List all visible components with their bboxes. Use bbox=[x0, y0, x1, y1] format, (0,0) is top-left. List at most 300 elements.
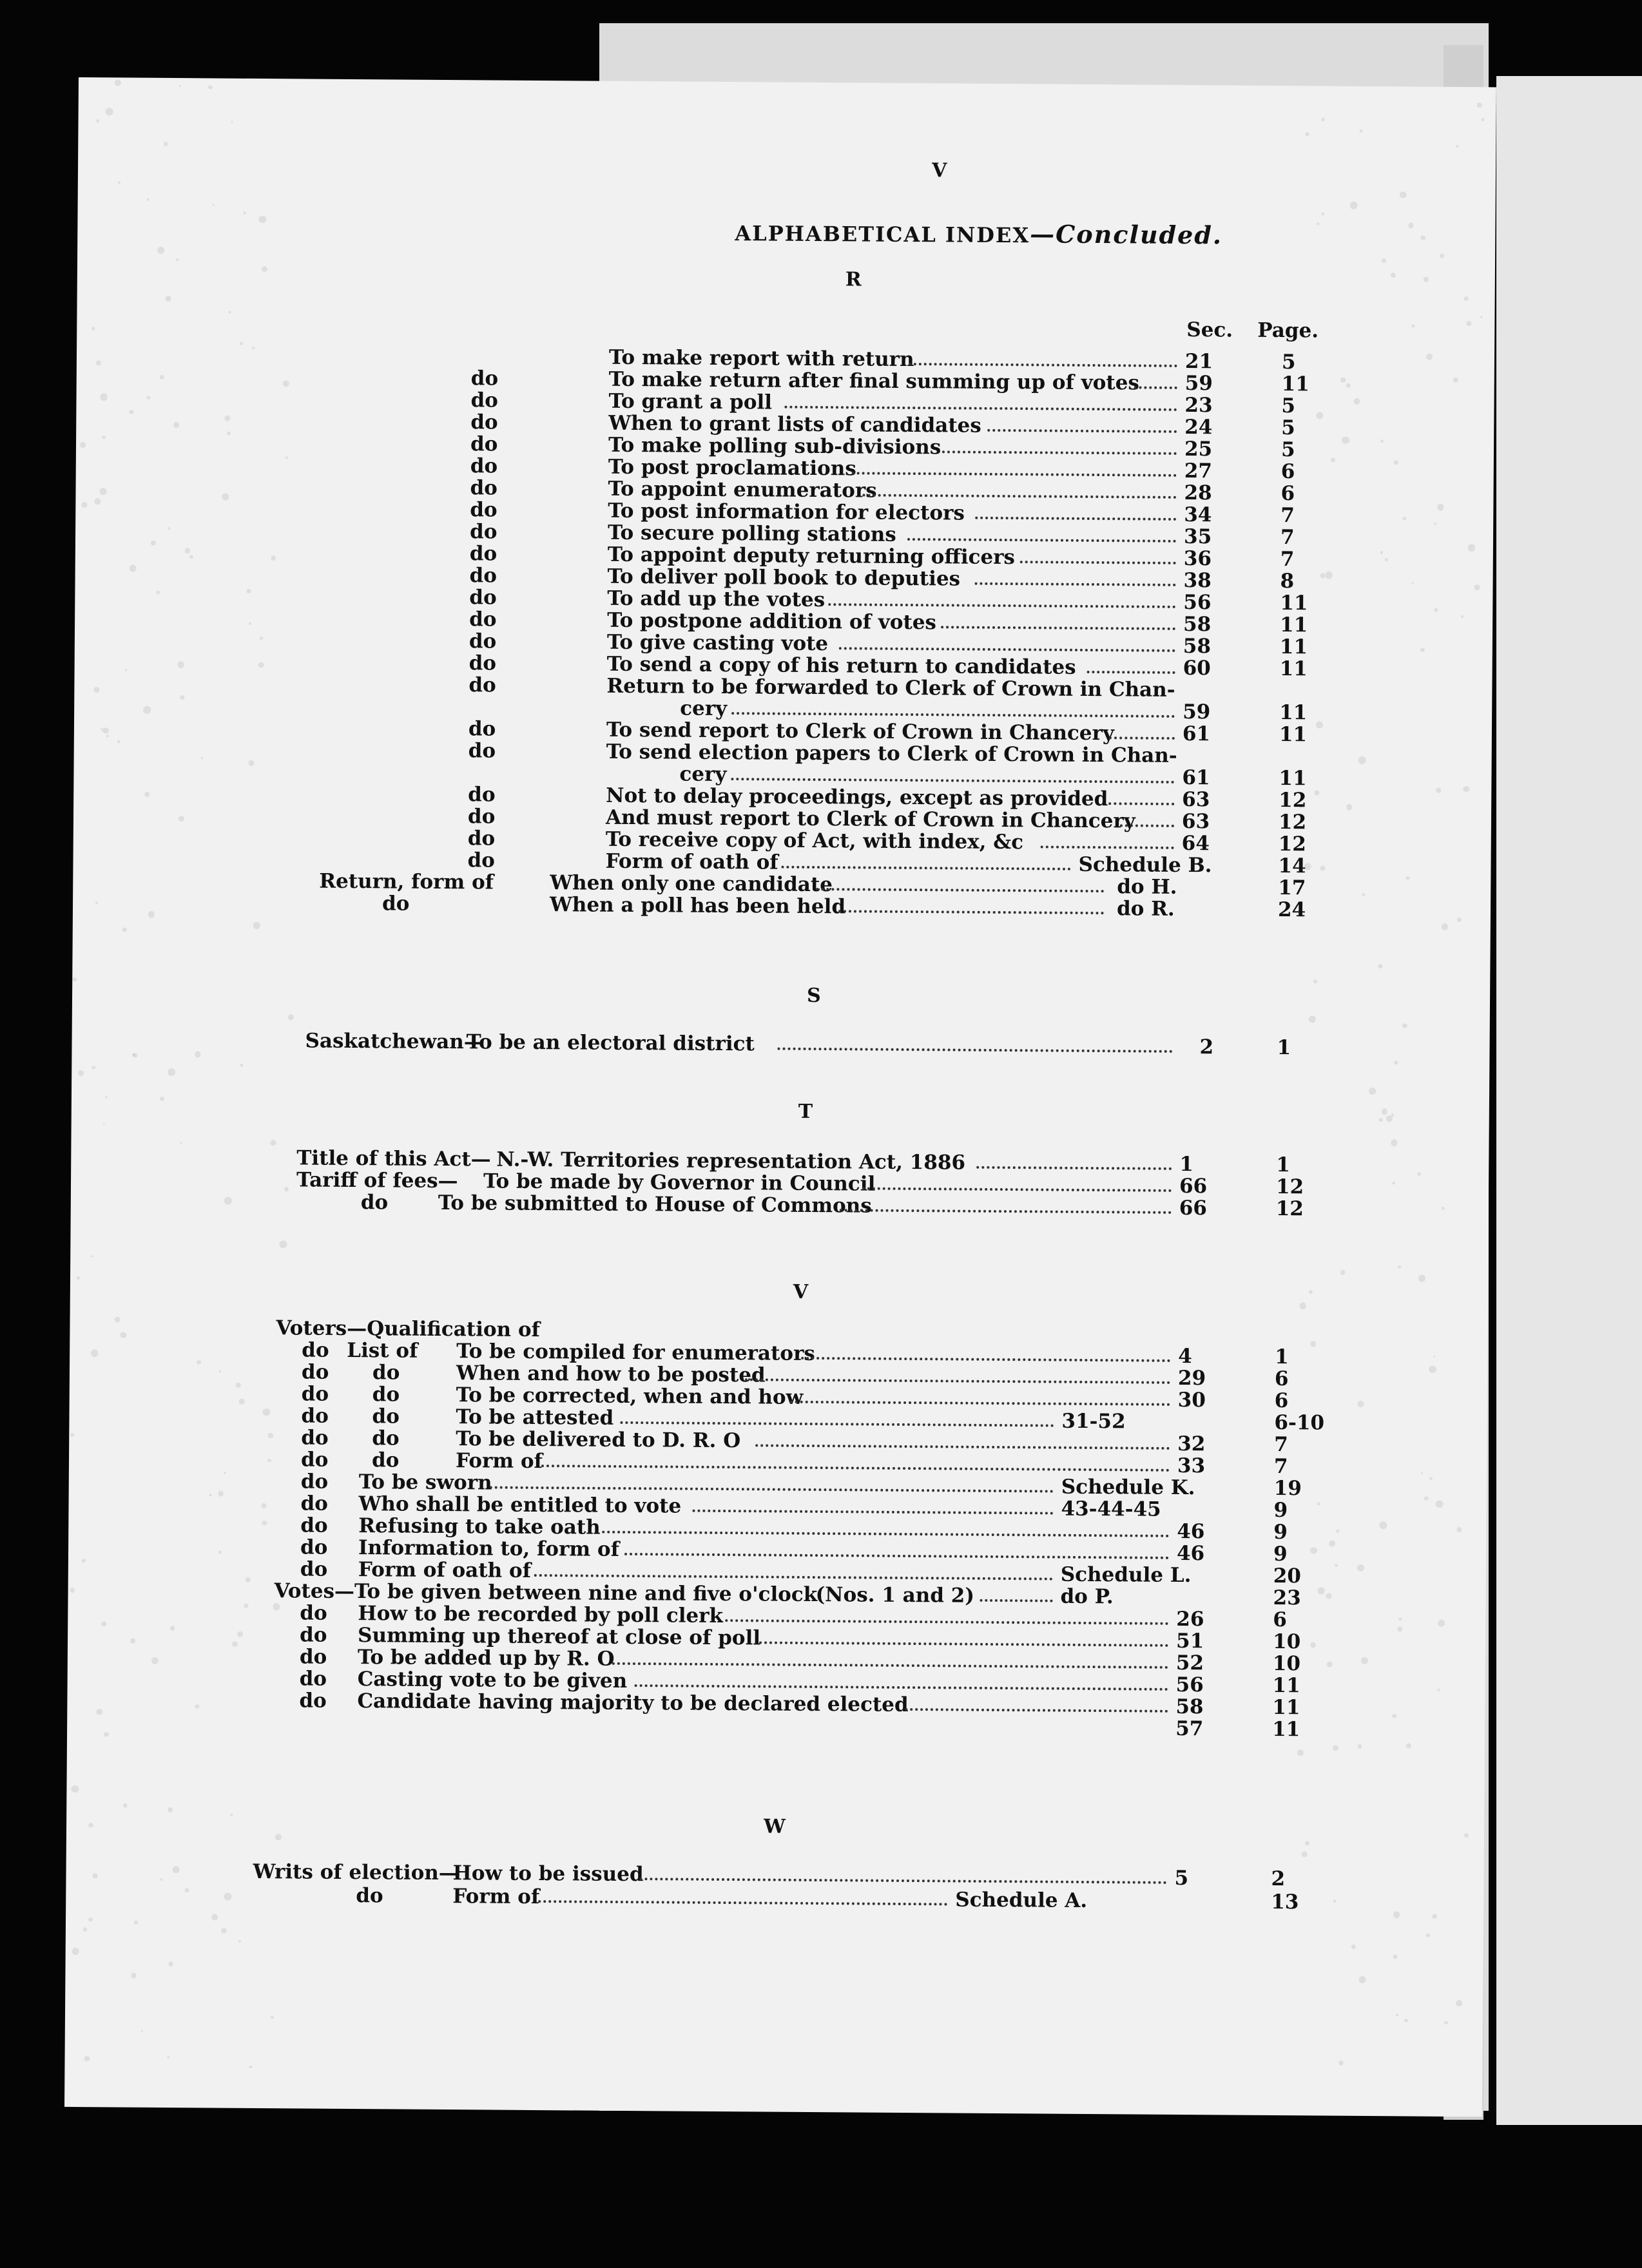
ditto-mark: do bbox=[470, 389, 498, 412]
page-number: 11 bbox=[1272, 1695, 1300, 1720]
page-number: 1 bbox=[1275, 1345, 1289, 1369]
section-number: 34 bbox=[1184, 503, 1212, 527]
page-number: 7 bbox=[1280, 526, 1295, 550]
section-number: 63 bbox=[1182, 787, 1210, 812]
scan-speck bbox=[92, 1066, 95, 1069]
scan-speck bbox=[1378, 964, 1383, 968]
section-number: 33 bbox=[1177, 1454, 1206, 1478]
entry-text: To grant a poll bbox=[608, 389, 773, 414]
entry-text: (Nos. 1 and 2) bbox=[815, 1583, 975, 1608]
entry-subheading: Refusing to take oath bbox=[358, 1514, 601, 1539]
scan-speck bbox=[1361, 1657, 1368, 1664]
scan-speck bbox=[1393, 1714, 1396, 1718]
scan-speck bbox=[1480, 316, 1482, 318]
section-number: 4 bbox=[1178, 1344, 1192, 1369]
dot-leader bbox=[1109, 721, 1175, 740]
scan-speck bbox=[81, 502, 87, 508]
scan-speck bbox=[157, 591, 160, 594]
entry-text: N.-W. Territories representation Act, 1886 bbox=[496, 1148, 966, 1175]
page-number: 6 bbox=[1274, 1389, 1289, 1413]
dot-leader bbox=[744, 1363, 1170, 1384]
entry-text: To postpone addition of votes bbox=[607, 608, 937, 635]
section-number: Schedule L. bbox=[1060, 1562, 1192, 1588]
scan-speck bbox=[258, 216, 266, 224]
entry-subheading: How to be recorded by poll clerk bbox=[358, 1602, 724, 1628]
scan-speck bbox=[120, 1332, 126, 1338]
dot-leader bbox=[905, 1693, 1168, 1713]
scan-speck bbox=[148, 911, 155, 918]
entry-heading: do bbox=[300, 1601, 327, 1625]
scan-speck bbox=[88, 1917, 93, 1922]
section-number: 64 bbox=[1181, 831, 1210, 856]
scan-speck bbox=[1362, 893, 1365, 896]
entry-text: To make return after final summing up of votes bbox=[608, 367, 1139, 395]
dot-leader bbox=[1020, 545, 1176, 564]
scan-speck bbox=[249, 2066, 253, 2069]
dot-leader bbox=[759, 1626, 1169, 1646]
scan-speck bbox=[105, 1096, 108, 1099]
entry-subheading: Summing up thereof at close of poll bbox=[358, 1624, 761, 1650]
entry-text: To send election papers to Clerk of Crown in Chan- bbox=[606, 740, 1177, 767]
scan-speck bbox=[1433, 1914, 1438, 1919]
entry-text: To be submitted to House of Commons bbox=[438, 1191, 872, 1218]
dot-leader bbox=[862, 1172, 1172, 1192]
page-number: 10 bbox=[1272, 1651, 1301, 1676]
page-number: 5 bbox=[1280, 438, 1295, 462]
entry-subheading: do bbox=[372, 1361, 400, 1385]
scan-speck bbox=[271, 1140, 276, 1146]
entry-text: Return to be forwarded to Clerk of Crown in Chan- bbox=[606, 674, 1175, 702]
ditto-mark: do bbox=[468, 783, 496, 807]
page-number: 6-10 bbox=[1274, 1411, 1325, 1435]
entry-text: To send a copy of his return to candidates bbox=[606, 652, 1076, 679]
scan-speck bbox=[92, 327, 95, 331]
scan-speck bbox=[267, 1459, 271, 1463]
scan-speck bbox=[1340, 377, 1346, 383]
entry-heading: do bbox=[356, 1884, 383, 1908]
scan-speck bbox=[1309, 1015, 1316, 1023]
section-number: 23 bbox=[1184, 393, 1213, 418]
scan-speck bbox=[240, 1063, 244, 1067]
scan-speck bbox=[102, 436, 106, 439]
section-number: 26 bbox=[1176, 1607, 1204, 1631]
page-number: 11 bbox=[1279, 635, 1308, 659]
scan-speck bbox=[1358, 756, 1366, 764]
scan-speck bbox=[1420, 648, 1425, 652]
section-number: 66 bbox=[1179, 1174, 1208, 1198]
entry-text: How to be issued bbox=[452, 1861, 644, 1887]
scan-speck bbox=[275, 1834, 282, 1841]
scan-speck bbox=[115, 1316, 121, 1322]
scan-speck bbox=[1481, 119, 1484, 122]
ditto-mark: do bbox=[468, 717, 496, 741]
scan-speck bbox=[130, 410, 133, 414]
scan-speck bbox=[1441, 1207, 1444, 1210]
dot-leader bbox=[976, 1151, 1172, 1170]
scan-speck bbox=[106, 108, 113, 115]
scan-speck bbox=[252, 347, 255, 349]
section-number: 59 bbox=[1183, 700, 1211, 724]
page-number: 7 bbox=[1280, 548, 1295, 572]
section-number: 63 bbox=[1181, 809, 1210, 834]
page-number: 7 bbox=[1273, 1455, 1288, 1479]
ditto-mark: do bbox=[470, 476, 498, 500]
ditto-mark: do bbox=[470, 410, 498, 434]
entry-text: Form of bbox=[452, 1885, 540, 1909]
scan-speck bbox=[70, 1588, 74, 1592]
scan-speck bbox=[1411, 325, 1415, 328]
entry-text: To secure polling stations bbox=[607, 521, 896, 546]
section-number: 28 bbox=[1184, 481, 1212, 505]
ditto-mark: do bbox=[470, 498, 497, 522]
entry-text: To receive copy of Act, with index, &c bbox=[605, 827, 1024, 854]
entry-text: When only one candidate bbox=[550, 871, 833, 897]
entry-text: To make report with return bbox=[608, 345, 914, 372]
scan-speck bbox=[1386, 1115, 1393, 1122]
scan-speck bbox=[1477, 102, 1482, 108]
scan-speck bbox=[157, 247, 164, 254]
page-number: 5 bbox=[1281, 416, 1295, 440]
scan-speck bbox=[1396, 2013, 1398, 2016]
ditto-mark: do bbox=[469, 564, 497, 588]
dot-leader bbox=[1134, 370, 1177, 389]
page-number: 14 bbox=[1278, 854, 1306, 878]
scan-speck bbox=[167, 2057, 169, 2059]
scan-speck bbox=[213, 204, 215, 206]
scan-speck bbox=[176, 258, 179, 261]
scan-speck bbox=[83, 1927, 87, 1931]
scan-speck bbox=[166, 296, 171, 302]
scan-speck bbox=[1358, 1401, 1364, 1407]
scan-speck bbox=[1316, 412, 1323, 419]
entry-subheading: List of bbox=[347, 1338, 418, 1363]
section-number: 27 bbox=[1184, 459, 1213, 483]
entry-text: cery bbox=[680, 697, 728, 721]
scan-speck bbox=[1340, 1270, 1346, 1275]
scan-speck bbox=[1309, 1291, 1313, 1294]
scan-speck bbox=[262, 266, 267, 272]
entry-heading: do bbox=[301, 1404, 329, 1428]
entry-text: To deliver poll book to deputies bbox=[607, 564, 961, 591]
section-number: 52 bbox=[1175, 1651, 1204, 1675]
scan-speck bbox=[211, 1914, 218, 1920]
page-number: 2 bbox=[1271, 1867, 1286, 1891]
scan-speck bbox=[84, 2056, 90, 2061]
entry-heading: do bbox=[300, 1448, 329, 1472]
section-letter-t: T bbox=[798, 1100, 813, 1123]
entry-text: To be made by Governor in Council bbox=[483, 1169, 876, 1196]
scan-speck bbox=[1333, 1745, 1338, 1751]
section-number: 24 bbox=[1184, 415, 1213, 439]
scan-speck bbox=[1426, 354, 1433, 360]
scan-speck bbox=[218, 1491, 223, 1496]
scan-speck bbox=[228, 311, 231, 313]
section-number: 58 bbox=[1183, 612, 1212, 637]
dot-leader bbox=[1108, 787, 1174, 805]
scan-speck bbox=[1436, 788, 1441, 793]
entry-heading: do bbox=[300, 1470, 329, 1494]
scan-speck bbox=[1299, 1302, 1306, 1309]
scan-speck bbox=[240, 341, 243, 345]
scan-speck bbox=[239, 1399, 245, 1405]
dot-leader bbox=[789, 1385, 1170, 1406]
scan-speck bbox=[1358, 1975, 1366, 1983]
page-number: 12 bbox=[1275, 1175, 1304, 1199]
ditto-mark: do bbox=[469, 608, 497, 631]
entry-text: And must report to Clerk of Crown in Chancery bbox=[605, 805, 1135, 833]
dot-leader bbox=[980, 1584, 1053, 1602]
scan-speck bbox=[1382, 1109, 1387, 1115]
entry-subheading: Form of oath of bbox=[358, 1558, 532, 1582]
entry-text: To appoint enumerators bbox=[608, 477, 877, 503]
section-number: 61 bbox=[1182, 765, 1210, 790]
scan-speck bbox=[1392, 1182, 1395, 1184]
page-number: 11 bbox=[1280, 591, 1308, 615]
scan-speck bbox=[179, 86, 181, 88]
section-number: 31-52 bbox=[1061, 1409, 1126, 1434]
section-number: 35 bbox=[1183, 524, 1212, 549]
scan-speck bbox=[1444, 2021, 1447, 2024]
scan-speck bbox=[1429, 1477, 1433, 1480]
section-number: 5 bbox=[1174, 1866, 1189, 1890]
entry-subheading: do bbox=[371, 1448, 400, 1472]
scan-speck bbox=[174, 422, 180, 428]
dot-leader bbox=[839, 1193, 1172, 1214]
scan-speck bbox=[88, 1823, 93, 1828]
scan-speck bbox=[1400, 191, 1406, 198]
scan-speck bbox=[96, 119, 99, 122]
scan-speck bbox=[92, 1873, 97, 1878]
scan-speck bbox=[1464, 296, 1469, 301]
scan-speck bbox=[1317, 222, 1320, 225]
scan-speck bbox=[1467, 321, 1471, 325]
scan-speck bbox=[159, 375, 164, 380]
scan-speck bbox=[1369, 1088, 1376, 1095]
section-number: 25 bbox=[1184, 437, 1213, 461]
entry-heading: Votes—To be given between nine and five o'clock bbox=[274, 1579, 818, 1607]
scan-speck bbox=[97, 1709, 103, 1715]
page-number: 17 bbox=[1278, 876, 1306, 900]
scan-speck bbox=[1299, 805, 1302, 808]
entry-heading: do bbox=[301, 1360, 329, 1384]
scan-speck bbox=[244, 211, 246, 214]
page-number: 12 bbox=[1278, 811, 1307, 834]
dot-leader bbox=[541, 1449, 1170, 1472]
scan-speck bbox=[249, 760, 255, 765]
scan-speck bbox=[1434, 523, 1436, 525]
dot-leader bbox=[862, 479, 1176, 499]
page-number: 11 bbox=[1279, 723, 1308, 747]
scan-speck bbox=[1405, 876, 1409, 880]
scan-speck bbox=[1331, 458, 1335, 463]
scan-speck bbox=[170, 1626, 175, 1630]
section-number: 59 bbox=[1184, 371, 1213, 396]
scan-speck bbox=[1456, 145, 1459, 148]
scan-speck bbox=[1424, 1496, 1429, 1501]
section-number: 51 bbox=[1175, 1629, 1204, 1653]
scan-speck bbox=[195, 1052, 200, 1057]
index-page bbox=[64, 77, 1496, 2117]
page-title-suffix: —Concluded. bbox=[1029, 219, 1223, 250]
scan-speck bbox=[179, 816, 184, 822]
scan-speck bbox=[1438, 1620, 1445, 1627]
scan-speck bbox=[168, 527, 170, 530]
entry-subheading: do bbox=[372, 1383, 400, 1407]
scan-speck bbox=[1346, 383, 1351, 388]
scan-speck bbox=[1418, 1275, 1425, 1282]
index-entry bbox=[72, 1027, 1425, 1061]
entry-heading: Tariff of fees— bbox=[296, 1168, 458, 1193]
scan-speck bbox=[1302, 1851, 1308, 1857]
scan-speck bbox=[146, 198, 149, 201]
entry-heading: Voters—Qualification of bbox=[276, 1316, 541, 1342]
ditto-mark: do bbox=[467, 805, 496, 829]
scan-speck bbox=[1379, 1118, 1383, 1122]
dot-leader bbox=[1041, 830, 1174, 849]
scan-speck bbox=[1305, 133, 1309, 137]
entry-text: To be delivered to D. R. O bbox=[456, 1427, 741, 1453]
scan-speck bbox=[1380, 1521, 1387, 1529]
scan-speck bbox=[180, 695, 184, 700]
scan-speck bbox=[1313, 979, 1317, 983]
section-number: 58 bbox=[1183, 634, 1212, 658]
scan-speck bbox=[118, 182, 121, 184]
scan-speck bbox=[224, 1893, 231, 1901]
entry-heading: do bbox=[299, 1689, 327, 1713]
dot-leader bbox=[975, 501, 1176, 521]
section-number: do P. bbox=[1060, 1584, 1114, 1609]
page-title-text: ALPHABETICAL INDEX bbox=[735, 221, 1030, 248]
ditto-mark: do bbox=[469, 542, 497, 566]
section-number: Schedule B. bbox=[1078, 852, 1212, 878]
dot-leader bbox=[801, 1341, 1170, 1362]
scan-speck bbox=[101, 1621, 106, 1626]
scan-speck bbox=[1305, 1841, 1309, 1846]
section-letter-v: V bbox=[793, 1280, 809, 1303]
scan-speck bbox=[1322, 118, 1325, 121]
scan-speck bbox=[284, 1187, 289, 1192]
entry-text: cery bbox=[679, 762, 727, 787]
scan-speck bbox=[180, 1142, 182, 1144]
scan-speck bbox=[246, 589, 251, 593]
scan-speck bbox=[164, 142, 168, 146]
dot-leader bbox=[538, 1885, 948, 1905]
page-number: 11 bbox=[1279, 701, 1308, 725]
scan-speck bbox=[147, 396, 151, 400]
ditto-mark: do bbox=[468, 651, 497, 675]
scan-speck bbox=[1429, 1366, 1436, 1373]
scan-speck bbox=[177, 662, 184, 668]
scan-speck bbox=[1456, 1527, 1462, 1532]
entry-heading: Saskatchewan— bbox=[305, 1029, 484, 1054]
dot-leader bbox=[909, 347, 1177, 367]
dot-leader bbox=[489, 1471, 1054, 1493]
scan-speck bbox=[230, 1814, 233, 1816]
page-number: 7 bbox=[1280, 504, 1295, 528]
dot-leader bbox=[975, 567, 1176, 586]
dot-leader bbox=[784, 390, 1177, 411]
entry-heading: do bbox=[300, 1492, 329, 1515]
section-number: 36 bbox=[1183, 546, 1212, 571]
section-number: 57 bbox=[1175, 1716, 1204, 1741]
entry-subheading: Who shall be entitled to vote bbox=[358, 1492, 682, 1518]
scan-speck bbox=[1393, 1954, 1398, 1959]
scan-speck bbox=[1398, 1265, 1402, 1269]
entry-heading: do bbox=[301, 1382, 329, 1406]
entry-text: To give casting vote bbox=[606, 630, 829, 656]
scan-speck bbox=[1393, 1912, 1400, 1919]
dot-leader bbox=[612, 1647, 1168, 1669]
scan-speck bbox=[95, 901, 98, 904]
scan-speck bbox=[168, 1961, 173, 1966]
scan-speck bbox=[1382, 258, 1386, 263]
section-number: 58 bbox=[1175, 1695, 1204, 1719]
entry-text: Not to delay proceedings, except as provided bbox=[606, 783, 1108, 811]
entry-subheading: do bbox=[372, 1405, 400, 1428]
facing-page bbox=[1496, 76, 1642, 2125]
entry-heading: do bbox=[382, 892, 410, 916]
page-number: 6 bbox=[1280, 460, 1295, 484]
section-number: 43-44-45 bbox=[1061, 1497, 1161, 1521]
scan-speck bbox=[117, 740, 120, 744]
entry-text: To post information for electors bbox=[608, 499, 965, 525]
ditto-mark: do bbox=[470, 432, 498, 456]
section-number: 56 bbox=[1175, 1673, 1204, 1697]
page-number: 1 bbox=[1276, 1153, 1290, 1177]
scan-speck bbox=[1474, 584, 1480, 590]
section-number: 2 bbox=[1199, 1035, 1214, 1059]
entry-heading: do bbox=[299, 1645, 327, 1669]
scan-speck bbox=[218, 1370, 220, 1372]
scan-speck bbox=[231, 121, 233, 123]
section-number: 32 bbox=[1177, 1432, 1206, 1456]
col-page-header: Page. bbox=[1257, 318, 1319, 343]
entry-heading: do bbox=[360, 1191, 389, 1215]
scan-speck bbox=[168, 1068, 175, 1076]
entry-subheading: do bbox=[372, 1427, 400, 1450]
dot-leader bbox=[534, 1559, 1053, 1581]
ditto-mark: do bbox=[468, 739, 496, 763]
entry-text: To be compiled for enumerators bbox=[456, 1340, 815, 1366]
scan-speck bbox=[1421, 1472, 1423, 1474]
page-number: 19 bbox=[1273, 1477, 1302, 1501]
scan-speck bbox=[1380, 551, 1384, 554]
scan-speck bbox=[184, 548, 190, 553]
scan-speck bbox=[125, 669, 128, 671]
scan-speck bbox=[1438, 1689, 1440, 1691]
dot-leader bbox=[828, 588, 1176, 608]
scan-speck bbox=[1440, 254, 1445, 258]
page-number: 11 bbox=[1279, 613, 1308, 637]
scan-speck bbox=[168, 1807, 173, 1813]
entry-heading: do bbox=[302, 1338, 329, 1362]
scan-speck bbox=[130, 564, 137, 572]
section-number: 46 bbox=[1177, 1519, 1205, 1544]
scan-speck bbox=[1295, 1656, 1300, 1660]
section-number: 38 bbox=[1183, 568, 1212, 593]
scan-speck bbox=[1456, 2000, 1462, 2006]
dot-leader bbox=[624, 1537, 1170, 1559]
entry-text: When to grant lists of candidates bbox=[608, 411, 981, 437]
scan-speck bbox=[279, 1240, 287, 1248]
scan-speck bbox=[72, 1948, 79, 1955]
ditto-mark: do bbox=[470, 367, 499, 390]
page-number: 20 bbox=[1273, 1564, 1302, 1588]
entry-subheading: To be sworn bbox=[358, 1470, 492, 1495]
section-number: 1 bbox=[1179, 1152, 1193, 1177]
dot-leader bbox=[725, 1604, 1168, 1625]
page-number: 6 bbox=[1280, 482, 1295, 506]
